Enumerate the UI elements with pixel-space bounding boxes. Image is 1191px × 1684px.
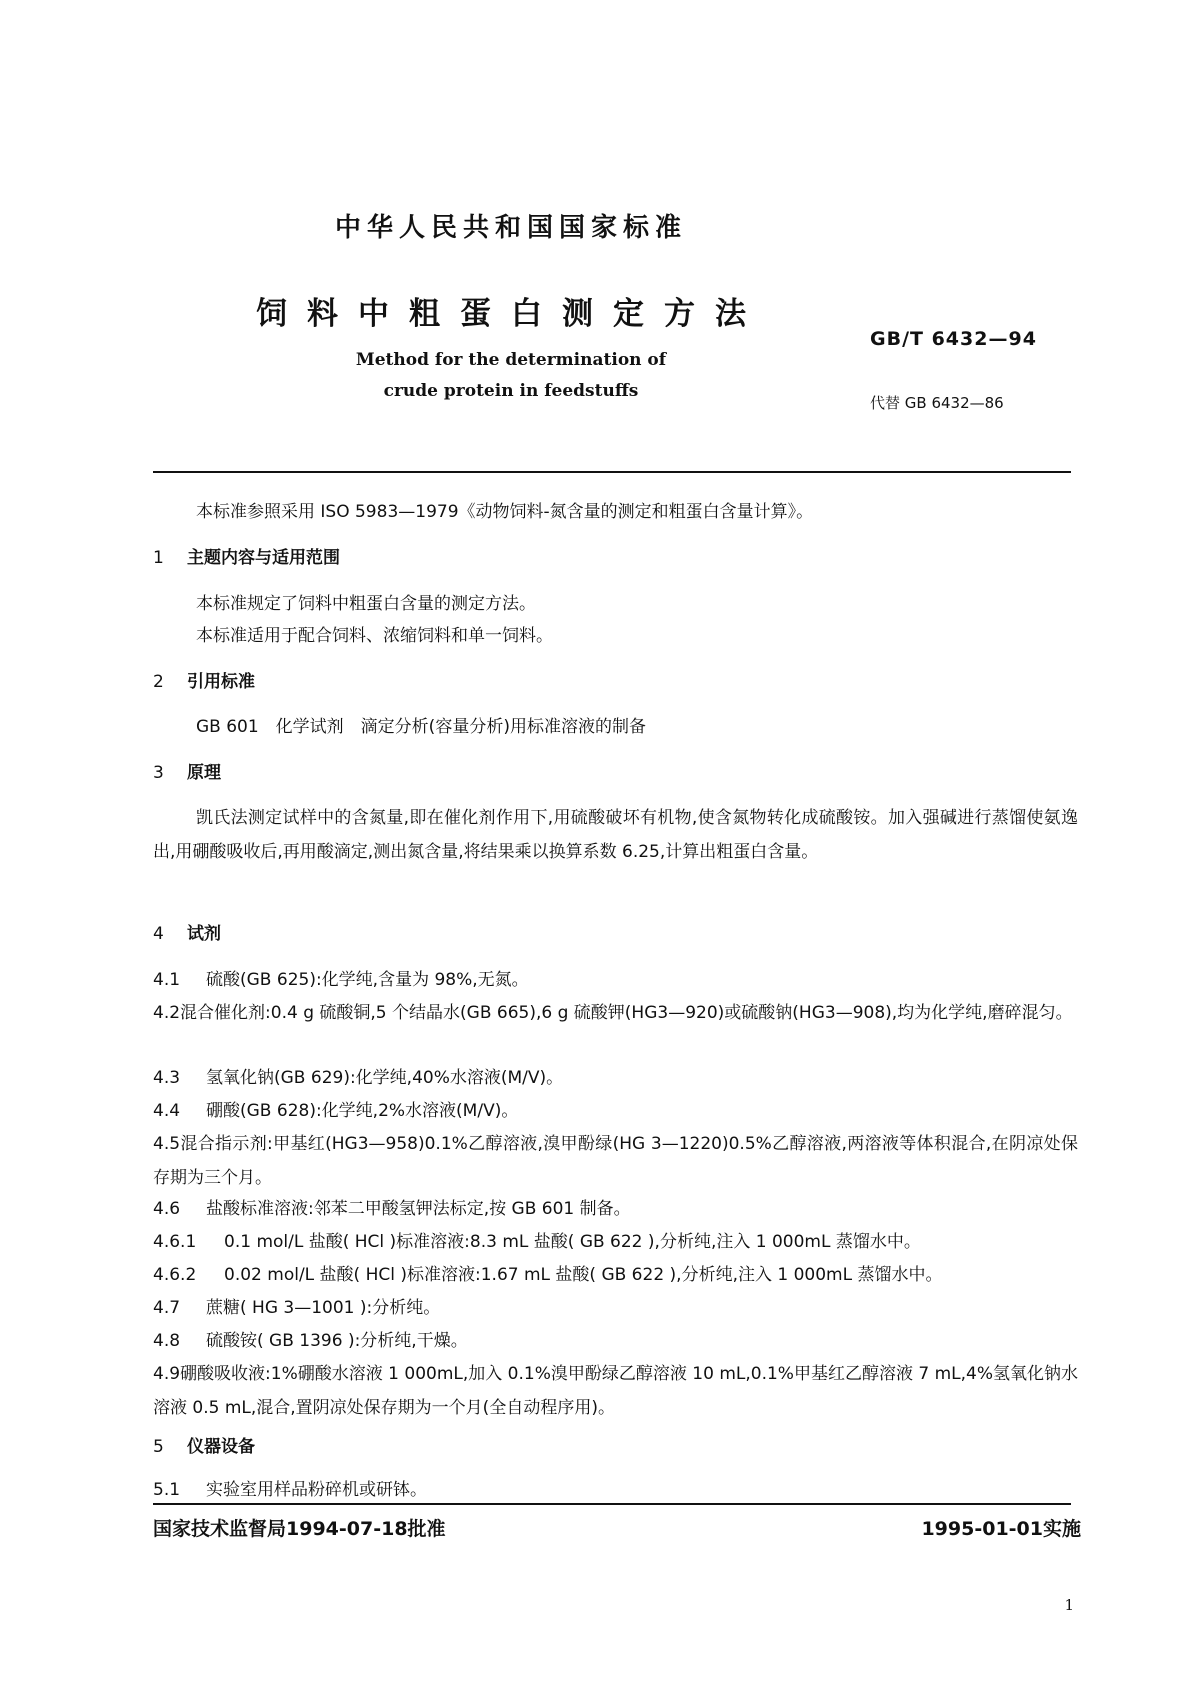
reagent-item: 4.7 蔗糖( HG 3—1001 ):分析纯。 [153, 1298, 441, 1318]
document-title-en-line1: Method for the determination of [355, 350, 667, 370]
approval-date: 国家技术监督局1994-07-18批准 [153, 1518, 446, 1540]
reagent-subitem: 4.6.1 0.1 mol/L 盐酸( HCl )标准溶液:8.3 mL 盐酸( GB 622 ),分析纯,注入 1 000mL 蒸馏水中。 [153, 1232, 921, 1252]
replaces-note: 代替 GB 6432—86 [870, 394, 1004, 412]
section-title: 主题内容与适用范围 [187, 548, 340, 568]
s3-paragraph: 凯氏法测定试样中的含氮量,即在催化剂作用下,用硫酸破坏有机物,使含氮物转化成硫酸铵。加入强碱进行蒸馏使氨逸出,用硼酸吸收后,再用酸滴定,测出氮含量,将结果乘以换算系数 6.25,计算出粗蛋白含量。 [153, 808, 1078, 862]
s1-paragraph-1: 本标准规定了饲料中粗蛋白含量的测定方法。 [196, 594, 536, 614]
section-3-heading [153, 756, 221, 790]
reagent-item: 4.2混合催化剂:0.4 g 硫酸铜,5 个结晶水(GB 665),6 g 硫酸钾(HG3—920)或硫酸钠(HG3—908),均为化学纯,磨碎混匀。 [153, 1003, 1073, 1023]
section-number: 1 [153, 548, 164, 568]
document-title-cn: 饲料中粗蛋白测定方法 [256, 296, 766, 332]
reagent-item: 4.1 硫酸(GB 625):化学纯,含量为 98%,无氮。 [153, 970, 529, 990]
standard-code: GB/T 6432—94 [870, 328, 1037, 350]
section-1-heading [153, 541, 340, 575]
section-number: 5 [153, 1437, 164, 1457]
reagent-item: 4.9硼酸吸收液:1%硼酸水溶液 1 000mL,加入 0.1%溴甲酚绿乙醇溶液 10 mL,0.1%甲基红乙醇溶液 7 mL,4%氢氧化钠水溶液 0.5 mL,混合,置阴凉处保存期为一个月(全自动程序用)。 [153, 1364, 1078, 1418]
reagent-item: 4.3 氢氧化钠(GB 629):化学纯,40%水溶液(M/V)。 [153, 1068, 564, 1088]
section-title: 引用标准 [187, 672, 255, 692]
section-2-heading [153, 665, 255, 699]
s2-reference: GB 601 化学试剂 滴定分析(容量分析)用标准溶液的制备 [196, 717, 646, 737]
section-number: 3 [153, 763, 164, 783]
section-title: 试剂 [187, 924, 221, 944]
section-number: 2 [153, 672, 164, 692]
page-number: 1 [1064, 1596, 1074, 1614]
section-4-heading [153, 917, 221, 951]
section-number: 4 [153, 924, 164, 944]
section-5-heading [153, 1430, 255, 1464]
effective-date: 1995-01-01实施 [921, 1518, 1081, 1540]
document-title-en-line2: crude protein in feedstuffs [383, 381, 639, 401]
reagent-item: 4.8 硫酸铵( GB 1396 ):分析纯,干燥。 [153, 1331, 468, 1351]
section-title: 原理 [187, 763, 221, 783]
equipment-item: 5.1 实验室用样品粉碎机或研钵。 [153, 1480, 427, 1500]
section-title: 仪器设备 [187, 1437, 255, 1457]
header-divider [153, 471, 1071, 473]
reagent-item: 4.4 硼酸(GB 628):化学纯,2%水溶液(M/V)。 [153, 1101, 519, 1121]
intro-paragraph: 本标准参照采用 ISO 5983—1979《动物饲料-氮含量的测定和粗蛋白含量计算》。 [196, 502, 814, 522]
s1-paragraph-2: 本标准适用于配合饲料、浓缩饲料和单一饲料。 [196, 626, 553, 646]
national-standard-heading: 中华人民共和国国家标准 [334, 213, 687, 243]
reagent-item: 4.5混合指示剂:甲基红(HG3—958)0.1%乙醇溶液,溴甲酚绿(HG 3—1220)0.5%乙醇溶液,两溶液等体积混合,在阴凉处保存期为三个月。 [153, 1134, 1078, 1188]
footer-divider [153, 1503, 1071, 1505]
reagent-subitem: 4.6.2 0.02 mol/L 盐酸( HCl )标准溶液:1.67 mL 盐酸( GB 622 ),分析纯,注入 1 000mL 蒸馏水中。 [153, 1265, 943, 1285]
reagent-item: 4.6 盐酸标准溶液:邻苯二甲酸氢钾法标定,按 GB 601 制备。 [153, 1199, 631, 1219]
